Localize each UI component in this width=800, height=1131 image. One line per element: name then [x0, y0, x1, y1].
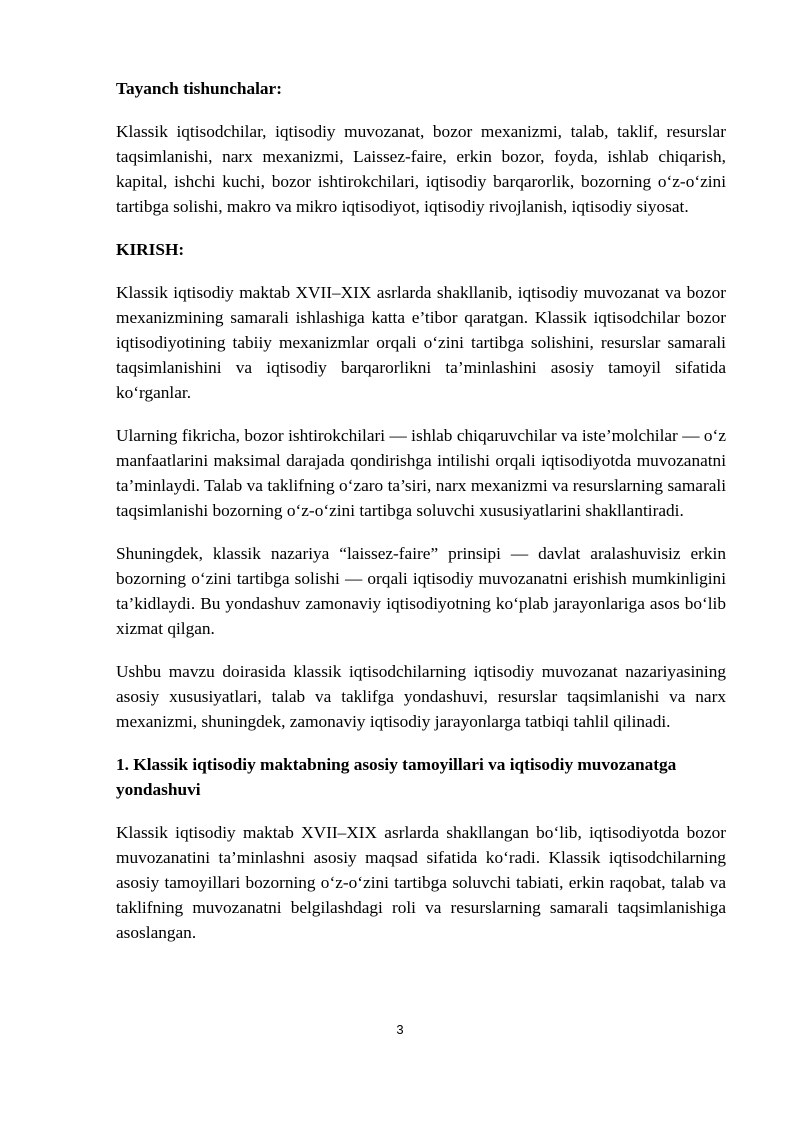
intro-heading: KIRISH:: [116, 240, 185, 259]
key-terms-paragraph: Klassik iqtisodchilar, iqtisodiy muvozanat, bozor mexanizmi, talab, taklif, resurslar taqsimlanishi, narx mexanizmi, Laissez-faire, erkin bozor, foyda, ishlab chiqarish, kapital, ishchi kuchi, bozor ishtirokchilari, iqtisodiy barqarorlik, bozorning o‘z-o‘zini tartibga solishi, makro va mikro iqtisodiyot, iqtisodiy rivojlanish, iqtisodiy siyosat.: [116, 122, 726, 216]
section-1-paragraph: Klassik iqtisodiy maktab XVII–XIX asrlarda shakllangan bo‘lib, iqtisodiyotda bozor muvozanatini ta’minlashni asosiy maqsad sifatida ko‘radi. Klassik iqtisodchilarning asosiy tamoyillari bozorning o‘z-o‘zini tartibga soluvchi tabiati, erkin raqobat, talab va taklifning muvozanatni belgilashdagi roli va resurslarning samarali taqsimlanishiga asoslangan.: [116, 823, 726, 942]
document-page: [116, 76, 726, 963]
intro-paragraph-2: Ularning fikricha, bozor ishtirokchilari — ishlab chiqaruvchilar va iste’molchilar — o‘z manfaatlarini maksimal darajada qondirishga intilishi orqali iqtisodiyotda muvozanatni ta’minlaydi. Talab va taklifning o‘zaro ta’siri, narx mexanizmi va resurslarning samarali taqsimlanishi bozorning o‘z-o‘zini tartibga soluvchi xususiyatlarini shakllantiradi.: [116, 426, 726, 520]
intro-paragraph-1: Klassik iqtisodiy maktab XVII–XIX asrlarda shakllanib, iqtisodiy muvozanat va bozor mexanizmining samarali ishlashiga katta e’tibor qaratgan. Klassik iqtisodchilar bozor iqtisodiyotining tabiiy mexanizmlar orqali o‘zini tartibga solishini, resurslar samarali taqsimlanishini va iqtisodiy barqarorlikni ta’minlashini asosiy tamoyil sifatida ko‘rganlar.: [116, 283, 726, 402]
section-1-heading: 1. Klassik iqtisodiy maktabning asosiy tamoyillari va iqtisodiy muvozanatga yondashuvi: [116, 755, 677, 799]
key-terms-heading: Tayanch tishunchalar:: [116, 79, 282, 98]
intro-paragraph-3: Shuningdek, klassik nazariya “laissez-faire” prinsipi — davlat aralashuvisiz erkin bozorning o‘zini tartibga solishi — orqali iqtisodiy muvozanatni erishish mumkinligini ta’kidlaydi. Bu yondashuv zamonaviy iqtisodiyotning ko‘plab jarayonlariga asos bo‘lib xizmat qilgan.: [116, 544, 726, 638]
page-number: 3: [396, 1022, 404, 1037]
intro-paragraph-4: Ushbu mavzu doirasida klassik iqtisodchilarning iqtisodiy muvozanat nazariyasining asosiy xususiyatlari, talab va taklifga yondashuvi, resurslar taqsimlanishi va narx mexanizmi, shuningdek, zamonaviy iqtisodiy jarayonlarga tatbiqi tahlil qilinadi.: [116, 662, 726, 731]
